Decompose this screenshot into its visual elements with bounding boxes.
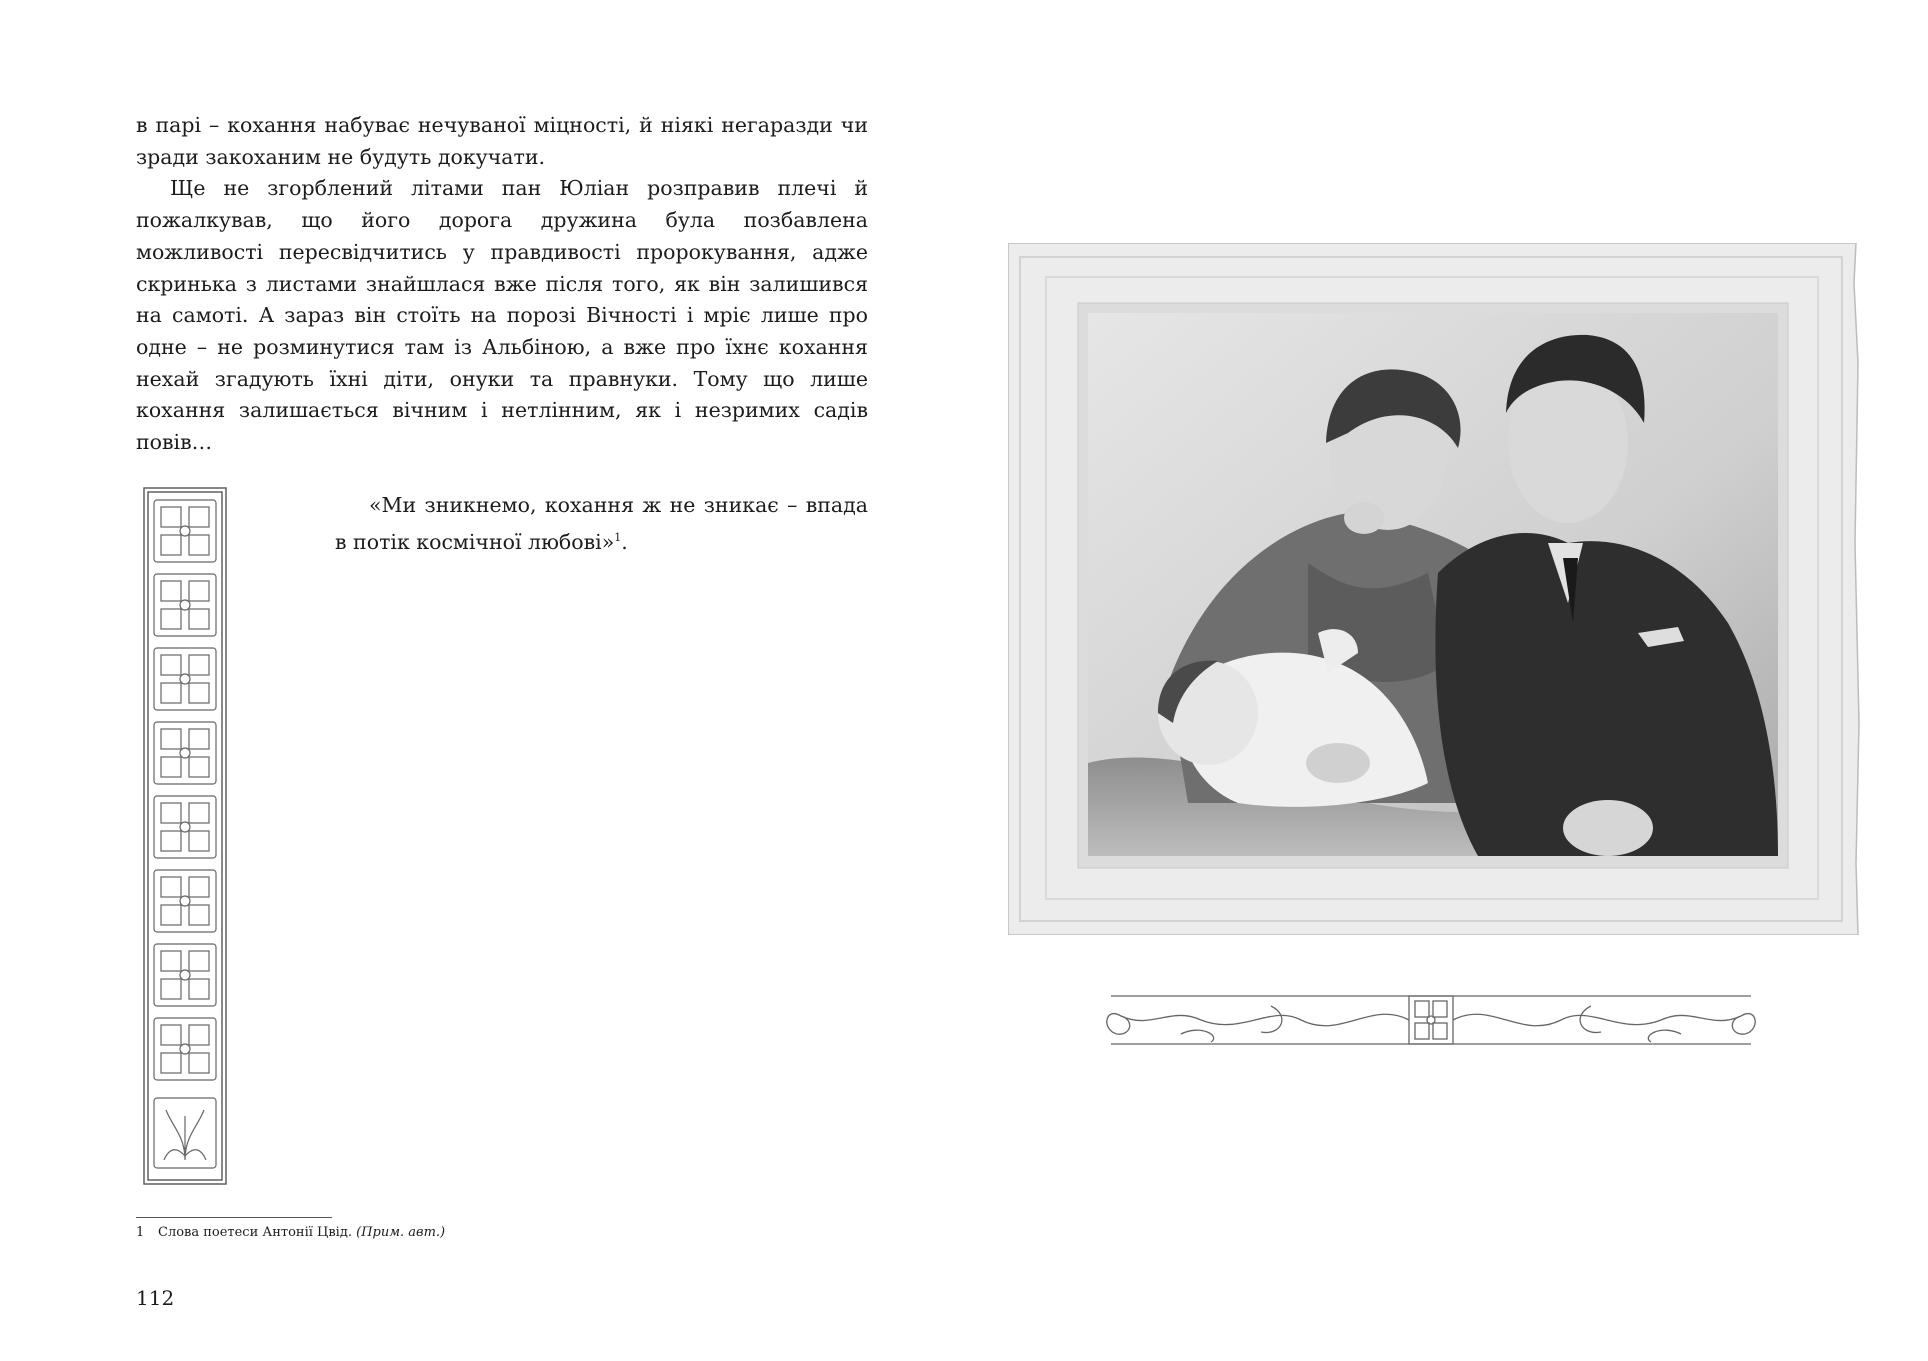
footnote <box>136 1224 836 1242</box>
floral-frieze-ornament <box>1091 986 1771 1054</box>
footnote-text: Слова поетеси Антонії Цвід. <box>158 1225 352 1240</box>
paragraph-2: Ще не згорблений літами пан Юліан розправив плечі й пожалкував, що його дорога дружина була позбавлена можливості пересвідчитись у правдивості пророкування, адже скринька з листами знайшлася вже після того, як він залишився на самоті. А зараз він стоїть на порозі Вічності і мріє лише про одне – не розминутися там із Альбіною, а вже про їхнє кохання нехай згадують їхні діти, онуки та правнуки. Тому що лише кохання залишається вічним і нетлінним, як і незримих садів повів… <box>136 176 868 455</box>
right-page <box>964 0 1928 1361</box>
footnote-divider <box>136 1217 332 1218</box>
family-photograph <box>1008 243 1860 935</box>
footnote-mark[interactable]: 1 <box>614 530 622 544</box>
body-text <box>136 110 868 459</box>
paragraph-1: в парі – кохання набуває нечуваної міцності, й ніякі негаразди чи зради закоханим не будуть докучати. <box>136 113 868 169</box>
page-number: 112 <box>136 1286 175 1310</box>
epigraph-text: «Ми зникнемо, кохання ж не зникає – впада в потік космічної любові» <box>335 493 868 554</box>
epigraph-quote <box>335 490 868 558</box>
vertical-ornament <box>140 486 230 1186</box>
epigraph <box>335 490 868 558</box>
epigraph-end: . <box>621 529 628 554</box>
footnote-number: 1 <box>136 1225 145 1240</box>
footnote-note: (Прим. авт.) <box>356 1225 446 1240</box>
